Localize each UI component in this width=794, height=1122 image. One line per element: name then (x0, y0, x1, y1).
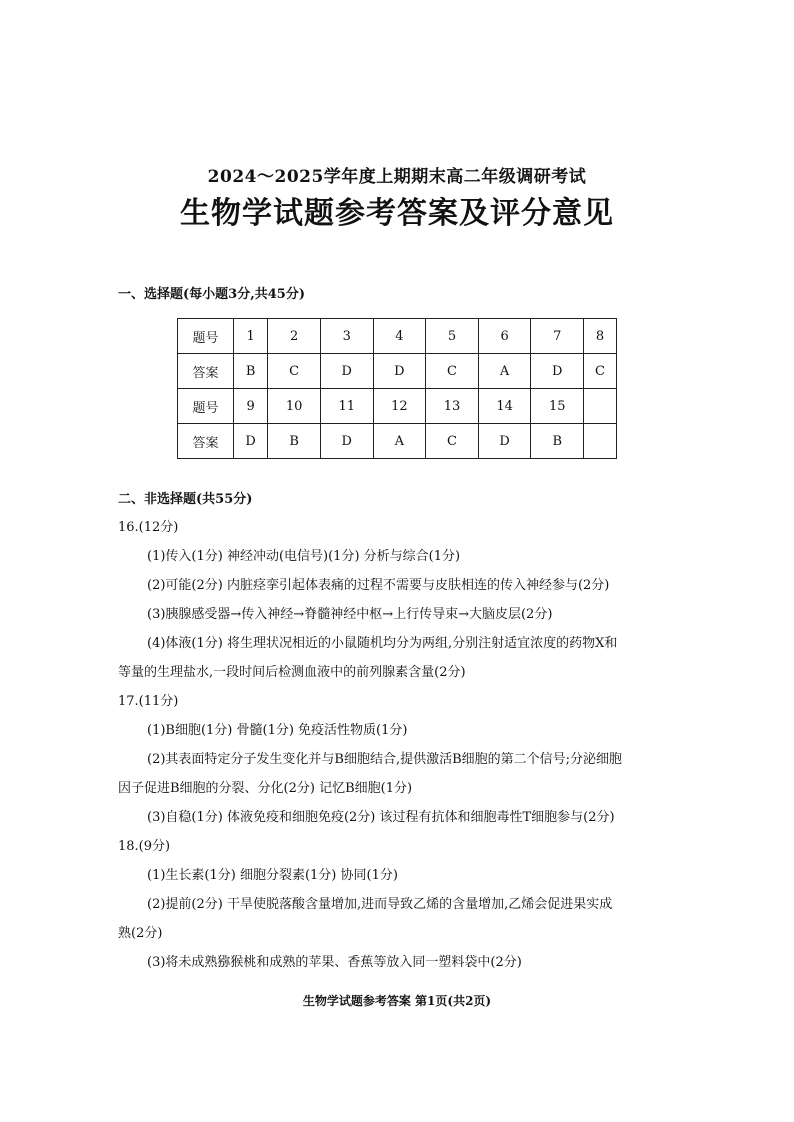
answer-line: (1)传入(1分) 神经冲动(电信号)(1分) 分析与综合(1分) (147, 549, 461, 564)
answer-table (177, 318, 617, 459)
table-cell: D (373, 354, 426, 389)
table-cell (584, 424, 617, 459)
answer-line-continued: 等量的生理盐水,一段时间后检测血液中的前列腺素含量(2分) (118, 665, 466, 680)
table-cell: C (426, 354, 479, 389)
table-cell: 题号 (178, 319, 234, 354)
table-row (178, 389, 617, 424)
question-16-label: 16.(12分) (118, 520, 179, 535)
table-cell: 11 (320, 389, 373, 424)
answer-line: (3)胰腺感受器→传入神经→脊髓神经中枢→上行传导束→大脑皮层(2分) (147, 607, 553, 622)
answer-line: (2)可能(2分) 内脏痉挛引起体表痛的过程不需要与皮肤相连的传入神经参与(2分) (147, 578, 610, 593)
table-row (178, 354, 617, 389)
table-cell: C (584, 354, 617, 389)
table-cell: D (478, 424, 531, 459)
table-cell: 14 (478, 389, 531, 424)
table-cell: 题号 (178, 389, 234, 424)
table-cell: 7 (531, 319, 584, 354)
table-cell: D (320, 354, 373, 389)
table-cell: 9 (234, 389, 268, 424)
table-cell: 2 (268, 319, 321, 354)
answer-line-continued: 因子促进B细胞的分裂、分化(2分) 记忆B细胞(1分) (118, 781, 413, 796)
table-row (178, 319, 617, 354)
table-cell: 5 (426, 319, 479, 354)
question-17-label: 17.(11分) (118, 694, 179, 709)
table-cell: A (373, 424, 426, 459)
table-cell: B (531, 424, 584, 459)
answer-line: (4)体液(1分) 将生理状况相近的小鼠随机均分为两组,分别注射适宜浓度的药物X和 (147, 636, 618, 651)
section-heading-nonchoice: 二、非选择题(共55分) (118, 492, 253, 507)
table-cell: 15 (531, 389, 584, 424)
table-cell: 10 (268, 389, 321, 424)
table-cell: 答案 (178, 354, 234, 389)
answer-line: (1)生长素(1分) 细胞分裂素(1分) 协同(1分) (147, 868, 398, 883)
table-cell: C (268, 354, 321, 389)
answer-line: (2)提前(2分) 干旱使脱落酸含量增加,进而导致乙烯的含量增加,乙烯会促进果实成 (147, 897, 613, 912)
table-cell (584, 389, 617, 424)
table-cell: D (234, 424, 268, 459)
table-cell: B (234, 354, 268, 389)
question-18-label: 18.(9分) (118, 839, 171, 854)
table-cell: 6 (478, 319, 531, 354)
table-cell: 4 (373, 319, 426, 354)
table-cell: D (531, 354, 584, 389)
table-cell: 答案 (178, 424, 234, 459)
page-footer: 生物学试题参考答案 第1页(共2页) (302, 994, 492, 1008)
answer-line-continued: 熟(2分) (118, 926, 163, 941)
table-row (178, 424, 617, 459)
table-cell: 8 (584, 319, 617, 354)
table-cell: 1 (234, 319, 268, 354)
answer-line: (3)自稳(1分) 体液免疫和细胞免疫(2分) 该过程有抗体和细胞毒性T细胞参与(2分) (147, 810, 615, 825)
answer-line: (1)B细胞(1分) 骨髓(1分) 免疫活性物质(1分) (147, 723, 408, 738)
table-cell: B (268, 424, 321, 459)
table-cell: C (426, 424, 479, 459)
table-cell: A (478, 354, 531, 389)
answer-line: (2)其表面特定分子发生变化并与B细胞结合,提供激活B细胞的第二个信号;分泌细胞 (147, 752, 623, 767)
page-title: 生物学试题参考答案及评分意见 (180, 196, 614, 231)
section-heading-choice: 一、选择题(每小题3分,共45分) (118, 287, 305, 302)
table-cell: 12 (373, 389, 426, 424)
exam-subtitle: 2024～2025学年度上期期末高二年级调研考试 (207, 167, 587, 187)
answer-line: (3)将未成熟猕猴桃和成熟的苹果、香蕉等放入同一塑料袋中(2分) (147, 955, 522, 970)
table-cell: 13 (426, 389, 479, 424)
table-cell: 3 (320, 319, 373, 354)
table-cell: D (320, 424, 373, 459)
